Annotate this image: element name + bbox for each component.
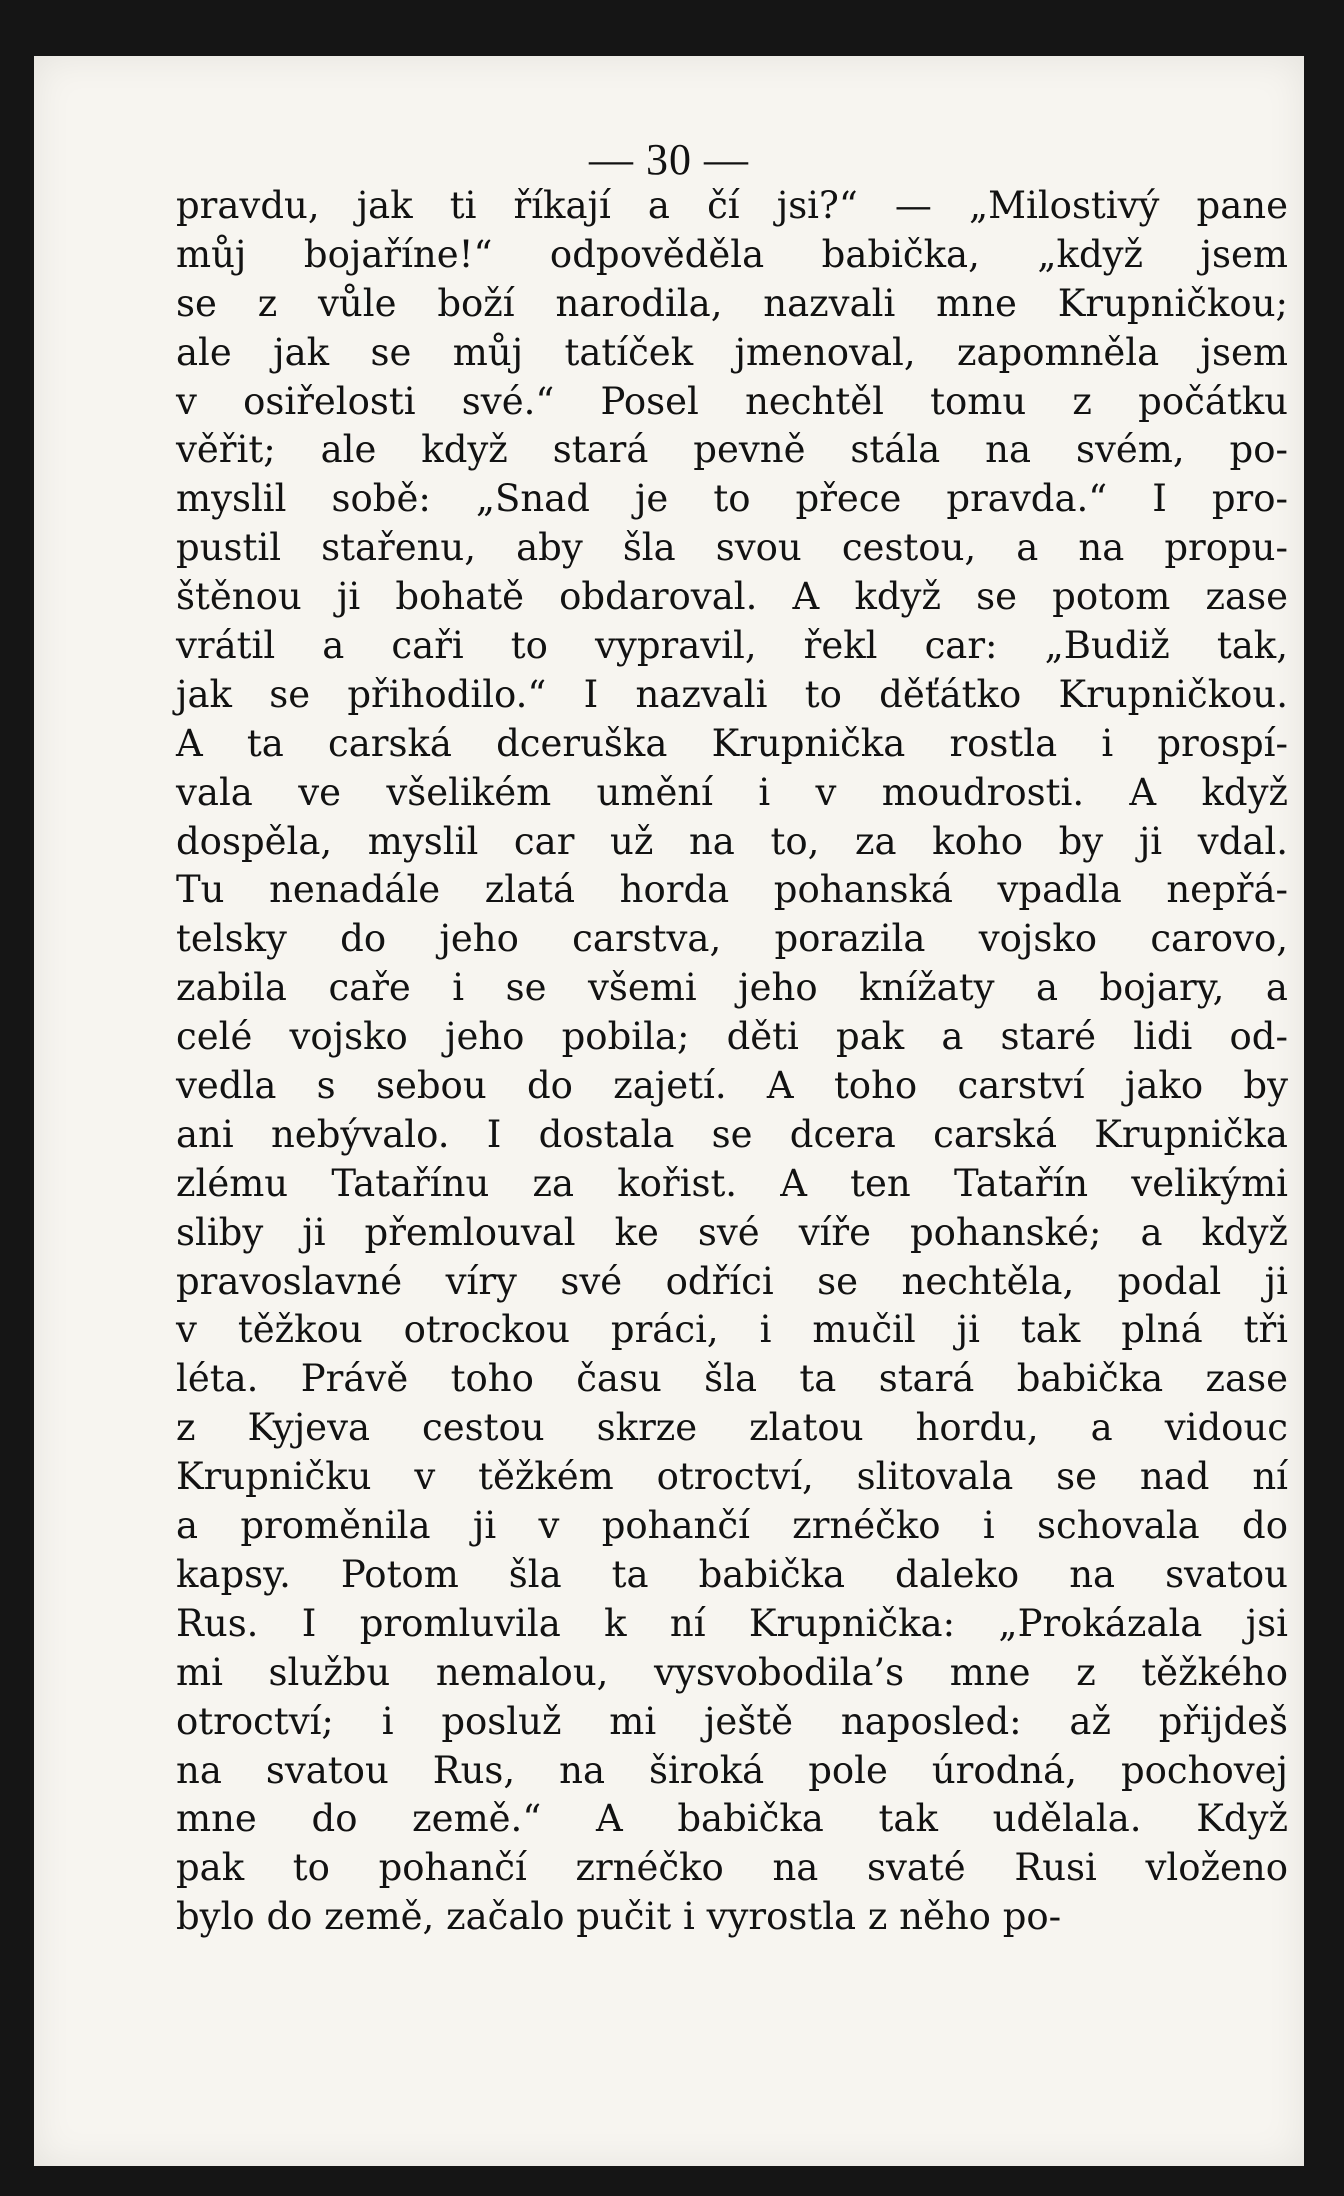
text-line: pravdu, jak ti říkají a čí jsi?“ — „Milostivý pane (176, 184, 1288, 227)
text-line: štěnou ji bohatě obdaroval. A když se potom zase (176, 575, 1288, 619)
text-line: mi službu nemalou, vysvobodila’s mne z těžkého (176, 1650, 1288, 1694)
text-line: zabila caře i se všemi jeho knížaty a bojary, a (176, 966, 1288, 1010)
text-line: léta. Právě toho času šla ta stará babička zase (176, 1357, 1288, 1401)
text-line: pak to pohančí zrnéčko na svaté Rusi vloženo (176, 1846, 1288, 1890)
text-line: pravoslavné víry své odříci se nechtěla, podal ji (176, 1259, 1288, 1303)
text-line: jak se přihodilo.“ I nazvali to děťátko Krupničkou. (176, 672, 1288, 716)
text-line: sliby ji přemlouval ke své víře pohanské; a když (176, 1210, 1288, 1254)
text-line: ale jak se můj tatíček jmenoval, zapomněla jsem (176, 330, 1288, 374)
text-line: věřit; ale když stará pevně stála na svém, po- (176, 428, 1288, 472)
text-line: v osiřelosti své.“ Posel nechtěl tomu z počátku (176, 379, 1288, 423)
text-line: kapsy. Potom šla ta babička daleko na svatou (176, 1552, 1288, 1596)
text-line: a proměnila ji v pohančí zrnéčko i schovala do (176, 1504, 1288, 1548)
text-line: Tu nenadále zlatá horda pohanská vpadla nepřá- (176, 868, 1288, 912)
text-line: bylo do země, začalo pučit i vyrostla z něho po- (176, 1895, 1062, 1939)
text-line: mne do země.“ A babička tak udělala. Když (176, 1797, 1288, 1841)
text-line: Rus. I promluvila k ní Krupnička: „Prokázala jsi (176, 1601, 1288, 1645)
text-line: na svatou Rus, na široká pole úrodná, pochovej (176, 1748, 1288, 1792)
text-line: z Kyjeva cestou skrze zlatou hordu, a vidouc (176, 1406, 1288, 1450)
text-line: zlému Tatařínu za kořist. A ten Tatařín velikými (176, 1161, 1288, 1205)
text-line: Krupničku v těžkém otroctví, slitovala se nad ní (176, 1455, 1288, 1499)
body-text (176, 182, 1288, 1942)
text-line: telsky do jeho carstva, porazila vojsko carovo, (176, 917, 1288, 961)
text-line: celé vojsko jeho pobila; děti pak a staré lidi od- (176, 1015, 1288, 1059)
text-line: ani nebývalo. I dostala se dcera carská Krupnička (176, 1112, 1288, 1156)
text-line: vrátil a caři to vypravil, řekl car: „Budiž tak, (176, 624, 1288, 668)
text-line: dospěla, myslil car už na to, za koho by ji vdal. (176, 819, 1288, 863)
text-line: A ta carská dceruška Krupnička rostla i prospí- (176, 721, 1288, 765)
page-number: — 30 — (589, 135, 749, 184)
text-line: můj bojaříne!“ odpověděla babička, „když jsem (176, 232, 1288, 276)
text-line: vedla s sebou do zajetí. A toho carství jako by (176, 1064, 1288, 1108)
text-line: otroctví; i posluž mi ještě naposled: až přijdeš (176, 1699, 1288, 1743)
text-line: pustil stařenu, aby šla svou cestou, a na propu- (176, 526, 1288, 570)
text-line: v těžkou otrockou práci, i mučil ji tak plná tři (176, 1308, 1288, 1352)
text-line: se z vůle boží narodila, nazvali mne Krupničkou; (176, 281, 1288, 325)
text-line: myslil sobě: „Snad je to přece pravda.“ I pro- (176, 477, 1288, 521)
text-line: vala ve všelikém umění i v moudrosti. A když (176, 770, 1288, 814)
